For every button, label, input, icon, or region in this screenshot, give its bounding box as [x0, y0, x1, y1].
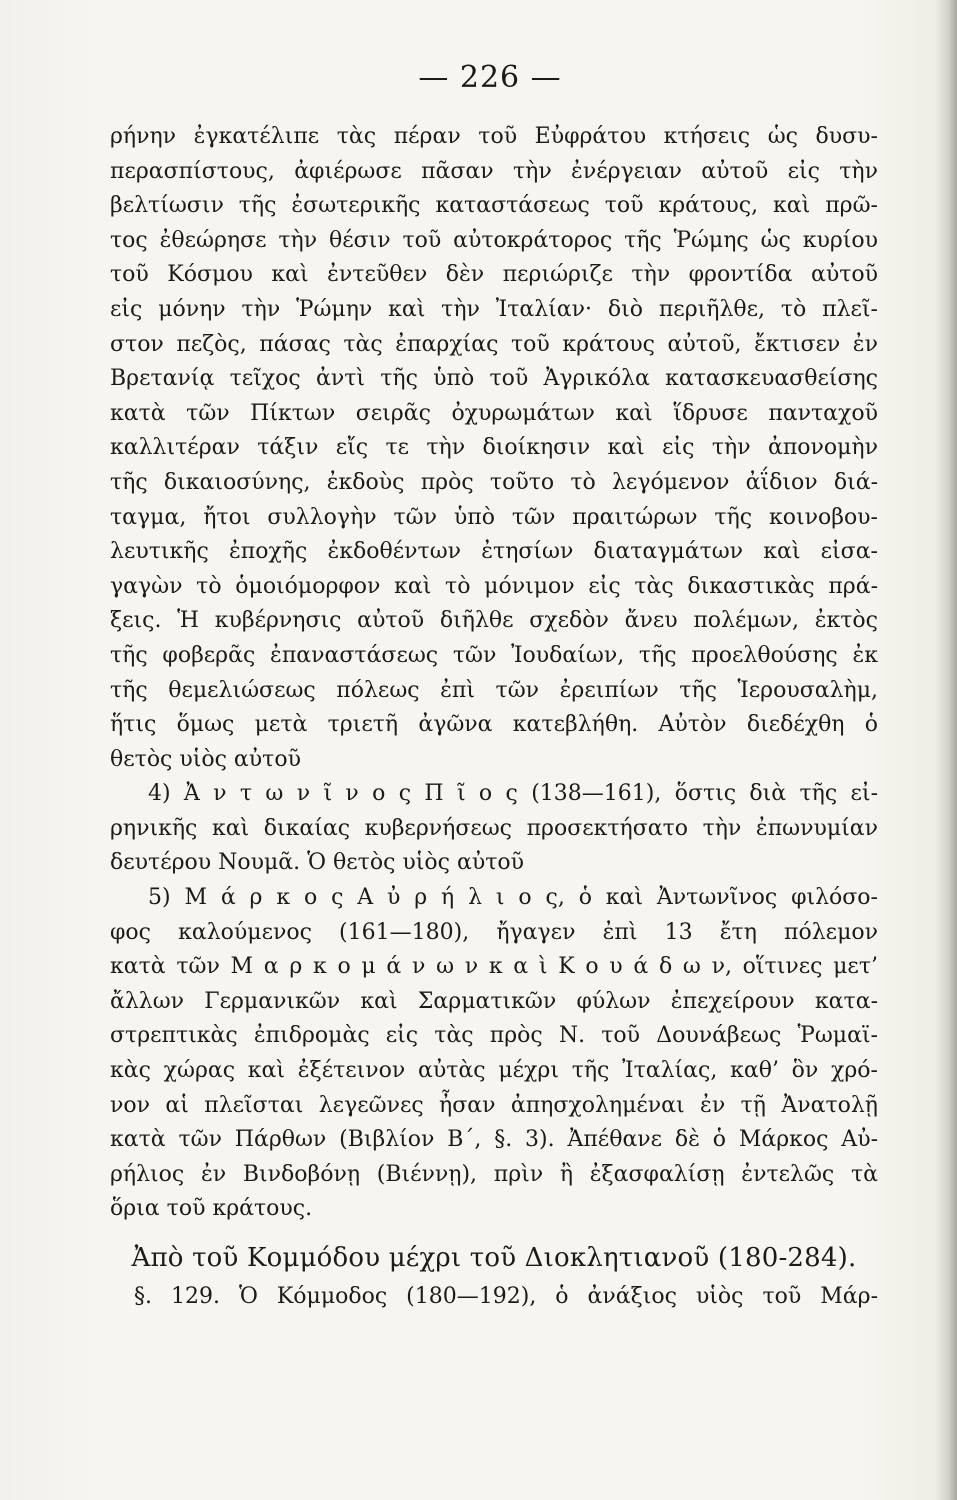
section-heading: Ἀπὸ τοῦ Κομμόδου μέχρι τοῦ Διοκλητιανοῦ (180-284).	[131, 1243, 857, 1273]
text-line: στρεπτικὰς ἐπιδρομὰς εἰς τὰς πρὸς Ν. τοῦ Δουνάβεως Ῥωμαϊ-	[110, 1023, 878, 1049]
text-line: 4) Ἀ ν τ ω ν ῖ ν ο ς Π ῖ ο ς (138—161), ὅστις διὰ τῆς εἰ-	[148, 781, 878, 807]
body-text	[110, 120, 878, 1314]
text-line: κατὰ τῶν Μ α ρ κ ο μ ά ν ω ν κ α ὶ Κ ο υ ά δ ω ν, οἵτινες μετ’	[110, 954, 878, 980]
text-line: ρήλιος ἐν Βινδοβόνῃ (Βιέννῃ), πρὶν ἢ ἐξασφαλίσῃ ἐντελῶς τὰ	[110, 1161, 878, 1187]
text-line: περασπίστους, ἀφιέρωσε πᾶσαν τὴν ἐνέργειαν αὐτοῦ εἰς τὴν	[110, 158, 878, 184]
text-line: ταγμα, ἤτοι συλλογὴν τῶν ὑπὸ τῶν πραιτώρων τῆς κοινοβου-	[110, 504, 878, 530]
text-line: τοῦ Κόσμου καὶ ἐντεῦθεν δὲν περιώριζε τὴν φροντίδα αὐτοῦ	[110, 262, 878, 288]
text-line: εἰς μόνην τὴν Ῥώμην καὶ τὴν Ἰταλίαν· διὸ περιῆλθε, τὸ πλεῖ-	[110, 296, 878, 322]
text-line: κατὰ τῶν Πάρθων (Βιβλίον Β´, §. 3). Ἀπέθανε δὲ ὁ Μάρκος Αὐ-	[110, 1127, 878, 1153]
text-line: 5) Μ ά ρ κ ο ς Α ὐ ρ ή λ ι ο ς, ὁ καὶ Ἀντωνῖνος φιλόσο-	[148, 885, 878, 911]
text-line: θετὸς υἱὸς αὐτοῦ	[110, 746, 301, 772]
text-line: Βρετανίᾳ τεῖχος ἀντὶ τῆς ὑπὸ τοῦ Ἀγρικόλα κατασκευασθείσης	[110, 366, 878, 392]
text-line: τος ἐθεώρησε τὴν θέσιν τοῦ αὐτοκράτορος τῆς Ῥώμης ὡς κυρίου	[110, 227, 878, 253]
text-line: στον πεζὸς, πάσας τὰς ἐπαρχίας τοῦ κράτους αὐτοῦ, ἔκτισεν ἐν	[110, 331, 878, 357]
text-line: τῆς θεμελιώσεως πόλεως ἐπὶ τῶν ἐρειπίων τῆς Ἱερουσαλὴμ,	[110, 677, 878, 703]
page-edge-shadow	[935, 0, 957, 1500]
section-first-line: §. 129. Ὁ Κόμμοδος (180—192), ὁ ἀνάξιος υἱὸς τοῦ Μάρ-	[134, 1283, 878, 1309]
text-line: τῆς φοβερᾶς ἐπαναστάσεως τῶν Ἰουδαίων, τῆς προελθούσης ἐκ	[110, 642, 878, 668]
text-line: καλλιτέραν τάξιν εἴς τε τὴν διοίκησιν καὶ εἰς τὴν ἀπονομὴν	[110, 435, 878, 461]
text-line: κατὰ τῶν Πίκτων σειρᾶς ὀχυρωμάτων καὶ ἵδρυσε πανταχοῦ	[110, 400, 878, 426]
text-line: βελτίωσιν τῆς ἐσωτερικῆς καταστάσεως τοῦ κράτους, καὶ πρῶ-	[110, 193, 878, 219]
text-line: ρήνην ἐγκατέλιπε τὰς πέραν τοῦ Εὐφράτου κτήσεις ὡς δυσυ-	[110, 124, 878, 149]
text-line: γαγὼν τὸ ὁμοιόμορφον καὶ τὸ μόνιμον εἰς τὰς δικαστικὰς πρά-	[110, 573, 878, 599]
text-line: λευτικῆς ἐποχῆς ἐκδοθέντων ἐτησίων διαταγμάτων καὶ εἰσα-	[110, 539, 878, 565]
text-line: ὅρια τοῦ κράτους.	[110, 1196, 313, 1222]
text-line: νον αἱ πλεῖσται λεγεῶνες ἦσαν ἀπησχολημέναι ἐν τῇ Ἀνατολῇ	[110, 1092, 878, 1118]
text-line: κὰς χώρας καὶ ἐξέτεινον αὐτὰς μέχρι τῆς Ἰταλίας, καθ’ ὃν χρό-	[110, 1058, 878, 1084]
text-line: φος καλούμενος (161—180), ἤγαγεν ἐπὶ 13 ἔτη πόλεμον	[110, 919, 878, 945]
text-line: ἥτις ὅμως μετὰ τριετῆ ἀγῶνα κατεβλήθη. Αὐτὸν διεδέχθη ὁ	[110, 712, 878, 738]
page-number: — 226 —	[418, 60, 562, 95]
text-line: δευτέρου Νουμᾶ. Ὁ θετὸς υἱὸς αὐτοῦ	[110, 850, 524, 876]
text-line: τῆς δικαιοσύνης, ἐκδοὺς πρὸς τοῦτο τὸ λεγόμενον ἀΐδιον διά-	[110, 469, 878, 495]
text-line: ξεις. Ἡ κυβέρνησις αὐτοῦ διῆλθε σχεδὸν ἄνευ πολέμων, ἐκτὸς	[110, 608, 878, 634]
text-line: ἄλλων Γερμανικῶν καὶ Σαρματικῶν φύλων ἐπεχείρουν κατα-	[110, 988, 878, 1014]
text-line: ρηνικῆς καὶ δικαίας κυβερνήσεως προσεκτήσατο τὴν ἐπωνυμίαν	[110, 815, 878, 841]
